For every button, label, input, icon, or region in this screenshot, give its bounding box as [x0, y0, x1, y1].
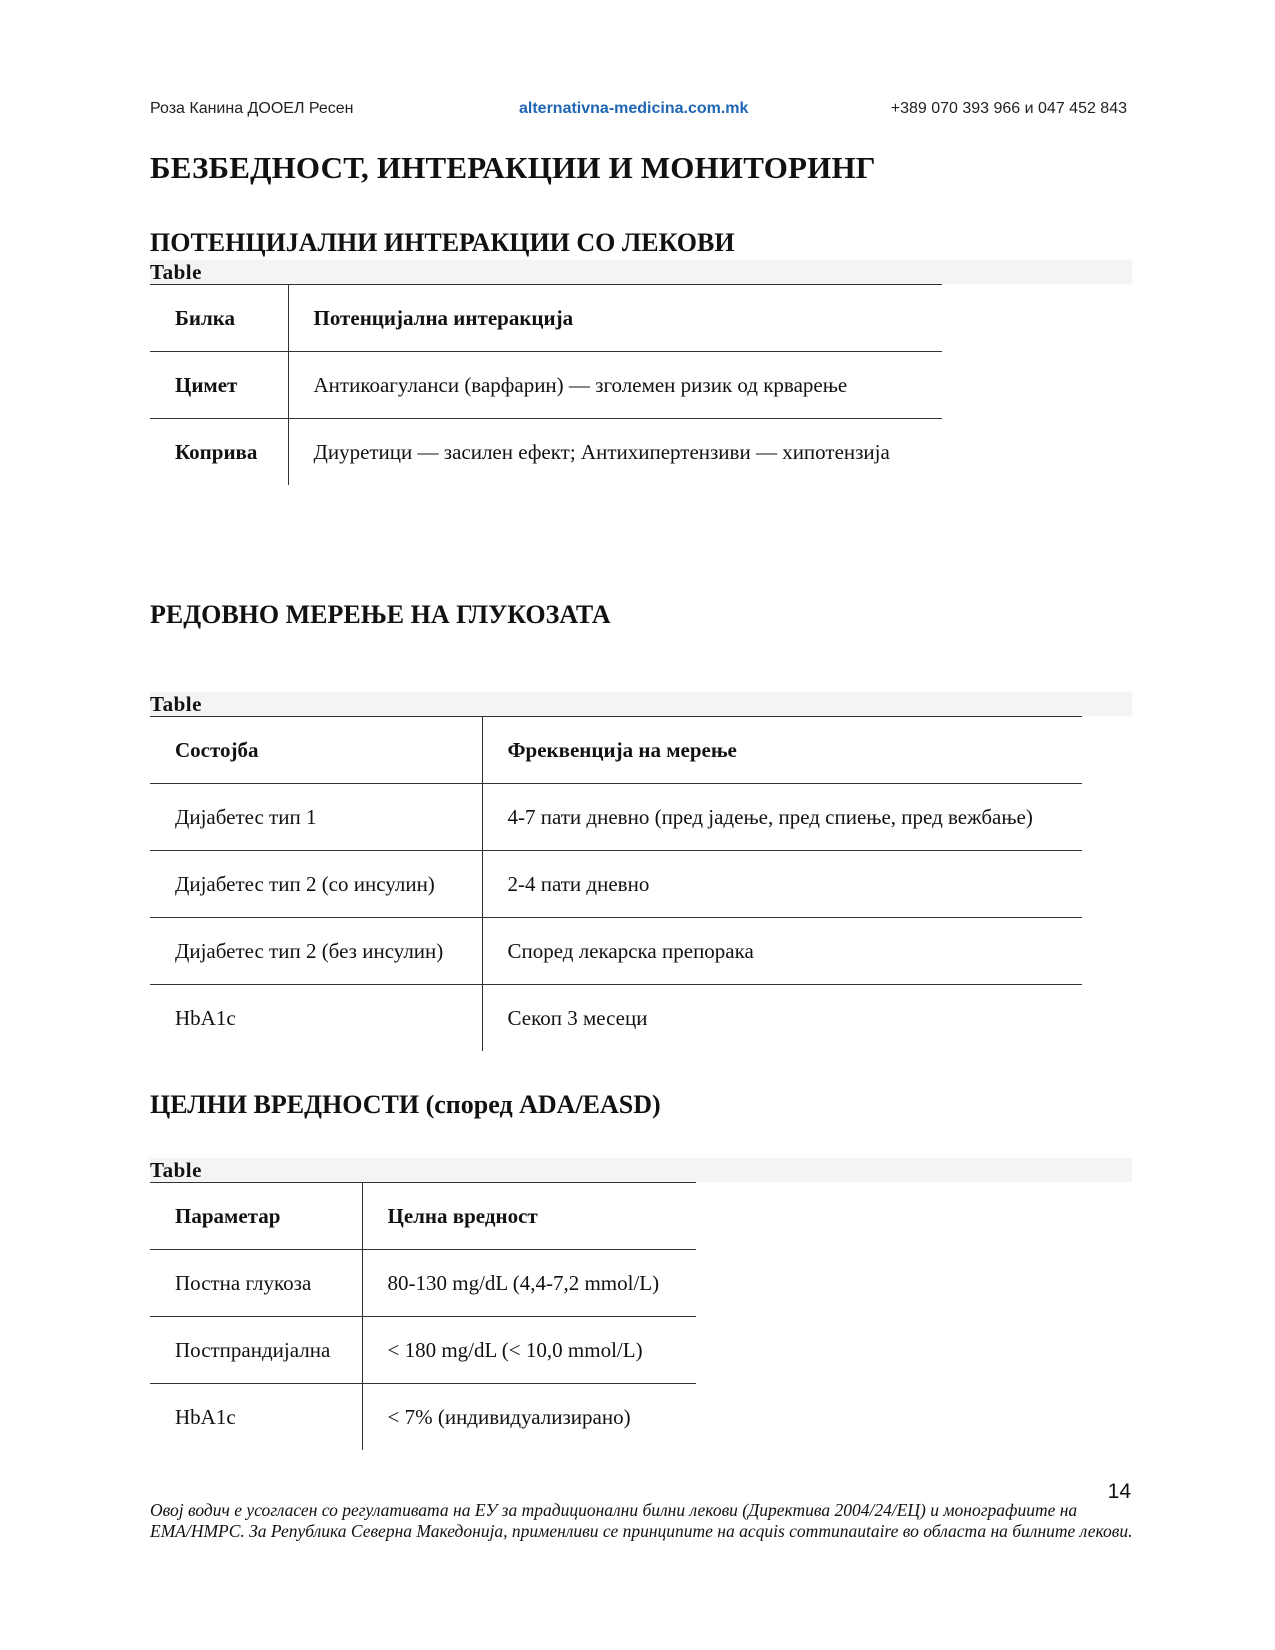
table-cell: Постпрандијална	[150, 1317, 362, 1384]
table-row	[150, 851, 1082, 918]
table-row	[150, 985, 1082, 1052]
footer-note: Овој водич е усогласен со регулативата на ЕУ за традиционални билни лекови (Директива 2004/24/ЕЦ) и монографиите на EMA/HMPC. За Република Северна Македонија, применливи се принципите на acquis communautaire во областа на билните лекови.	[150, 1500, 1133, 1541]
table-row	[150, 1250, 696, 1317]
table-cell: < 7% (индивидуализирано)	[387, 1404, 631, 1429]
table-caption: Table	[150, 1158, 1132, 1182]
table-cell: Дијабетес тип 2 (без инсулин)	[150, 918, 482, 985]
table-cell: < 180 mg/dL (< 10,0 mmol/L)	[362, 1317, 696, 1384]
table-header-cell: Параметар	[150, 1183, 362, 1250]
table-header-row	[150, 285, 942, 352]
table-header-cell: Фреквенција на мерење	[482, 717, 1082, 784]
interactions-table	[150, 284, 942, 485]
section-title-interactions: ПОТЕНЦИЈАЛНИ ИНТЕРАКЦИИ СО ЛЕКОВИ	[150, 228, 735, 257]
table-cell: HbA1c	[150, 985, 482, 1052]
table-row	[150, 784, 1082, 851]
section-title-target-values: ЦЕЛНИ ВРЕДНОСТИ (според ADA/EASD)	[150, 1090, 661, 1119]
table-header-cell: Состојба	[150, 717, 482, 784]
table-header-cell: Целна вредност	[362, 1183, 696, 1250]
page-number: 14	[1107, 1480, 1131, 1503]
table-cell: Според лекарска препорака	[482, 918, 1082, 985]
table-header-cell: Билка	[150, 285, 288, 352]
table-cell: Постна глукоза	[150, 1250, 362, 1317]
table-row	[150, 1384, 696, 1451]
table-cell: Дијабетес тип 1	[150, 784, 482, 851]
glucose-monitoring-table	[150, 716, 1082, 1051]
table-header-cell: Потенцијална интеракција	[288, 285, 942, 352]
table-cell: Коприва	[150, 419, 288, 486]
table-cell: Антикоагуланси (варфарин) — зголемен ризик од крварење	[288, 352, 942, 419]
table-cell: Цимет	[150, 352, 288, 419]
table-header-row	[150, 1183, 696, 1250]
table-row	[150, 419, 942, 486]
table-row	[150, 918, 1082, 985]
table-header-row	[150, 717, 1082, 784]
table-cell: 2-4 пати дневно	[482, 851, 1082, 918]
header-company: Роза Канина ДООЕЛ Ресен	[150, 100, 354, 117]
table-caption: Table	[150, 692, 1132, 716]
header-phone: +389 070 393 966 и 047 452 843	[890, 100, 1127, 117]
header-website-link[interactable]: alternativna-medicina.com.mk	[519, 100, 749, 117]
table-cell: Секоп 3 месеци	[507, 1005, 648, 1030]
target-values-table	[150, 1182, 696, 1450]
table-row	[150, 352, 942, 419]
table-caption: Table	[150, 260, 1132, 284]
table-cell: Дијабетес тип 2 (со инсулин)	[150, 851, 482, 918]
section-title-glucose-monitoring: РЕДОВНО МЕРЕЊЕ НА ГЛУКОЗАТА	[150, 600, 611, 629]
table-cell: Диуретици — засилен ефект; Антихипертензиви — хипотензија	[313, 439, 890, 464]
table-row	[150, 1317, 696, 1384]
page-title: БЕЗБЕДНОСТ, ИНТЕРАКЦИИ И МОНИТОРИНГ	[150, 150, 876, 185]
table-cell: 4-7 пати дневно (пред јадење, пред спиење, пред вежбање)	[482, 784, 1082, 851]
table-cell: 80-130 mg/dL (4,4-7,2 mmol/L)	[362, 1250, 696, 1317]
table-cell: HbA1c	[150, 1384, 362, 1451]
